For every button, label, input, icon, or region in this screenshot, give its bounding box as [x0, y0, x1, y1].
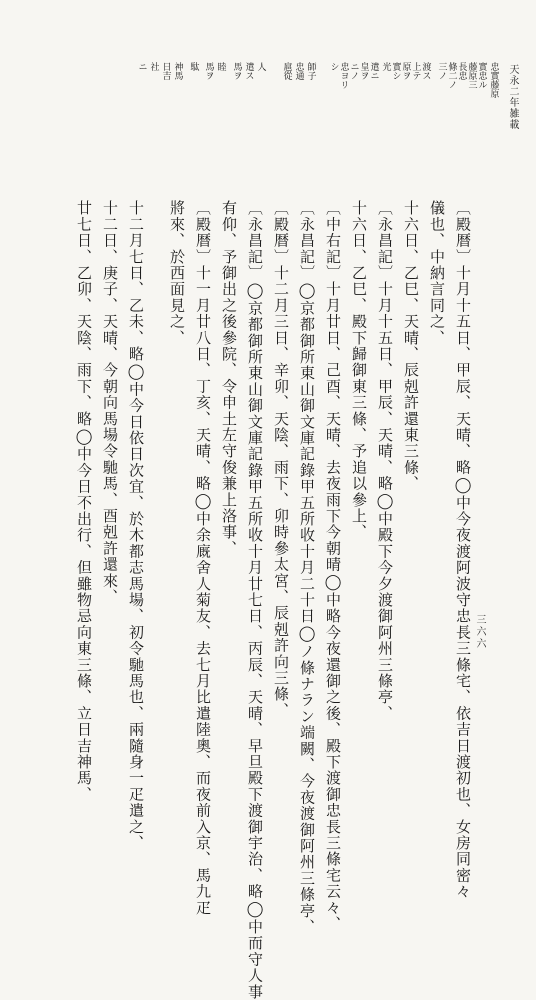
- margin-gloss: 藤原三: [466, 62, 477, 89]
- margin-gloss: 遣ニ: [368, 62, 379, 80]
- text-column: 〔殿暦〕十月十五日、甲辰、天晴、略◯中今夜渡阿波守忠長三條宅、依吉日渡初也、女房同密々: [454, 200, 472, 900]
- margin-gloss: 神馬: [172, 62, 183, 80]
- margin-gloss: 條二ノ: [446, 62, 457, 89]
- margin-gloss: 駄: [188, 62, 199, 71]
- margin-gloss: ニ: [136, 62, 147, 71]
- margin-gloss: 實シ: [390, 62, 401, 80]
- text-column: 〔永昌記〕◯京都御所東山御文庫記錄甲五所收十月廿七日、丙辰、天晴、早旦殿下渡御宇治、略◯中而守人事: [246, 200, 264, 1000]
- margin-gloss: ニノ: [348, 62, 359, 80]
- margin-gloss: 扈從: [281, 62, 292, 80]
- margin-gloss: 師子: [305, 62, 316, 80]
- margin-gloss: 原ヲ: [400, 62, 411, 80]
- margin-gloss: 日吉: [160, 62, 171, 80]
- margin-gloss: 三ノ: [436, 62, 447, 80]
- text-column: 〔殿暦〕十二月三日、辛卯、天陰、雨下、卯時參太宮、辰剋許向三條、: [272, 200, 290, 719]
- margin-gloss: 忠ヨリ: [338, 62, 349, 89]
- text-column: 有仰、予御出之後參院、令申土左守俊兼上洛事、: [220, 200, 238, 557]
- margin-gloss: 馬ヲ: [231, 62, 242, 80]
- text-column: 十六日、乙巳、殿下歸御東三條、予追以參上、: [350, 200, 368, 541]
- margin-gloss: 人: [255, 62, 266, 71]
- margin-gloss: 實忠ル: [476, 62, 487, 89]
- margin-gloss: 社: [148, 62, 159, 71]
- margin-gloss: シ: [328, 62, 339, 71]
- margin-gloss: 遣ス: [243, 62, 254, 80]
- text-column: 〔永昌記〕◯京都御所東山御文庫記錄甲五所收十月二十日◯ノ條ナラン端闕、今夜渡御阿州三條亭、: [298, 200, 316, 935]
- text-column: 將來、於西面見之、: [168, 200, 186, 346]
- margin-gloss: 上テ: [410, 62, 421, 80]
- margin-gloss: 馬ヲ: [203, 62, 214, 80]
- margin-gloss: 睦: [215, 62, 226, 71]
- margin-gloss: 長忠: [456, 62, 467, 80]
- page-number: 三六六: [474, 614, 485, 650]
- margin-gloss: 渡ス: [420, 62, 431, 80]
- text-column: 〔殿暦〕十一月廿八日、丁亥、天晴、略◯中余廐舍人菊友、去七月比遣陸奧、而夜前入京、馬九疋: [194, 200, 212, 916]
- text-column: 十二日、庚子、天晴、今朝向馬場令馳馬、酉剋許還來、: [101, 200, 119, 605]
- margin-gloss: 皇ヲ: [358, 62, 369, 80]
- text-column: 〔中右記〕十月廿日、己酉、天晴、去夜雨下今朝晴◯中略今夜還御之後、殿下渡御忠長三條宅云々、: [324, 200, 342, 932]
- margin-gloss: 忠實藤原: [488, 62, 499, 98]
- margin-gloss: 光: [380, 62, 391, 71]
- text-column: 廿七日、乙卯、天陰、雨下、略◯中今日不出行、但雖物忌向東三條、立日吉神馬、: [75, 200, 93, 803]
- text-column: 十六日、乙巳、天晴、辰剋許還東三條、: [402, 200, 420, 492]
- running-header: 天永二年雑載: [507, 64, 518, 130]
- text-column: 十二月七日、乙未、略◯中今日依日次宜、於木都志馬場、初令馳馬也、兩隨身一疋遣之、: [127, 200, 145, 851]
- margin-gloss: 忠通: [293, 62, 304, 80]
- text-column: 儀也、中納言同之、: [428, 200, 446, 346]
- text-column: 〔永昌記〕十月十五日、甲辰、天晴、略◯中殿下今夕渡御阿州三條亭、: [376, 200, 394, 722]
